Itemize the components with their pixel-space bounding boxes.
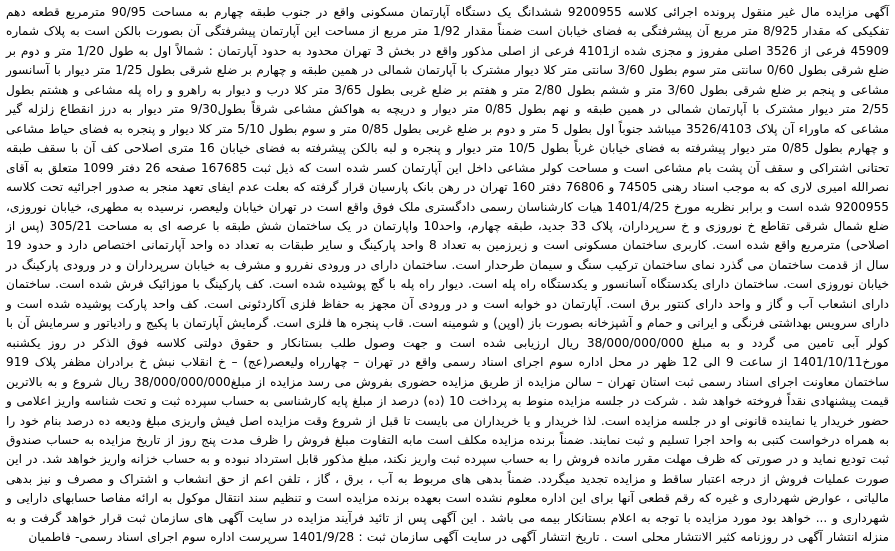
- auction-notice-text: آگهی مزایده مال غیر منقول پرونده اجرائی کلاسه 9200955 ششدانگ یک دستگاه آپارتمان مسکونی واقع در جنوب طبقه چهارم به مساحت 90/95 مترمربع قطعه دهم تفکیکی که مقدار 8/925 متر مربع آن پیشرفتگی به فضای خیابان است ضمناً مقدار 1/92 متر مربع از مساحت این آپارتمان پیشرفتگی آن بصورت بالکن است به پلاک شماره 45909 فرعی از 3526 اصلی مفروز و مجزی شده از4101 فرعی از اصلی مذکور واقع در بخش 3 تهران محدود به حدود آپارتمان : شمالاً اول به طول 1/20 متر و دوم بر ضلع شرقی بطول 0/60 سانتی متر سوم بطول 3/60 سانتی متر کلا دیوار مشترک با آپارتمان شمالی در همین طبقه و چهارم بر ضلع شرقی بطول 1/25 متر دیوار با آسانسور مشاعی و پنجم بر ضلع شرقی بطول 3/60 متر و ششم بطول 2/80 متر و هفتم بر ضلع غربی بطول 3/65 متر کلا درب و دیوار به راهرو و راه پله مشاعی و هشتم بطول 2/55 متر دیوار مشترک با آپارتمان شمالی در همین طبقه و نهم بطول 0/85 متر دیوار و دریچه به هواکش مشاعی شرقاً بطول9/30 متر دیوار به درز انقطاع زلزله گیر مشاعی که ماوراء آن پلاک 3526/4103 میباشد جنوباً اول بطول 5 متر و دوم بر ضلع غربی بطول 0/85 متر و سوم بطول 5/10 متر کلا دیوار و پنجره به فضای حیاط مشاعی و چهارم بطول 0/85 متر دیوار پیشرفته به فضای خیابان غرباً بطول 10/5 متر دیوار و پنجره و لبه بالکن پیشرفته به فضای خیابان 16 متری اصلاحی کف آن با سقف طبقه تحتانی اشتراکی و سقف آن پشت بام مشاعی است و مساحت کولر مشاعی داخل این آپارتمان کسر شده است که ذیل ثبت 167685 صفحه 26 دفتر 1099 متعلق به آقای نصرالله امیری لاری که به موجب اسناد رهنی 74505 و 76806 دفتر 160 تهران در رهن بانک پارسیان قرار گرفته که بعلت عدم ایفای تعهد منجر به صدور اجرائیه تحت کلاسه 9200955 شده است و برابر نظریه مورخ 1401/4/25 هیات کارشناسان رسمی دادگستری ملک فوق واقع است در تهران خیابان ولیعصر، نرسیده به مطهری، خیابان نوروزی، ضلع شمال شرقی تقاطع خ نوروزی و خ سرپرداران، پلاک 33 جدید، طبقه چهارم، واحد10 واپارتمان در یک ساختمان شش طبقه با عرصه ای به مساحت 305/21 (پس از اصلاحی) مترمربع واقع شده است. کاربری ساختمان مسکونی است و زیرزمین به تعداد 8 واحد پارکینگ و سایر طبقات به تعداد ده واحد آپارتمانی اختصاص دارد و حدود 19 سال از قدمت ساختمان می گذرد نمای ساختمان ترکیب سنگ و سیمان طرحدار است. ساختمان دارای در ورودی نفررو و مشرف به خیابان سرپرداران و در ورودی پارکینگ در خیابان نوروزی است. ساختمان دارای یکدستگاه آسانسور و یکدستگاه راه پله است. دیوار راه پله با گچ پوشیده شده است. کف پارکینگ با موزائیک فرش شده است. ساختمان دارای انشعاب آب و گاز و واحد دارای کنتور برق است. آپارتمان دو خوابه است و در ورودی آن مجهز به حفاظ فلزی آکاردئونی است. کف واحد پارکت پوشیده شده است و دارای سرویس بهداشتی فرنگی و ایرانی و حمام و آشپزخانه بصورت باز (اوپن) و شومینه است. قاب پنجره ها فلزی است. گرمایش آپارتمان با پکیج و رادیاتور و سرمایش آن با کولر آبی تامین می گردد و به مبلغ 38/000/000/000 ریال ارزیابی شده است و جهت وصول طلب بستانکار و حقوق دولتی کلاسه فوق الذکر در روز یکشنبه مورخ1401/10/11 از ساعت 9 الی 12 ظهر در محل اداره سوم اجرای اسناد رسمی واقع در تهران – چهارراه ولیعصر(عج) – خ انقلاب نبش خ برادران مظفر پلاک 919 ساختمان معاونت اجرای اسناد رسمی ثبت استان تهران – سالن مزایده از طریق مزایده حضوری بفروش می رسد مزایده از مبلغ38/000/000/000 ریال شروع و به بالاترین قیمت پیشنهادی نقداً فروخته خواهد شد . شرکت در جلسه مزایده منوط به پرداخت 10 (ده) درصد از مبلغ پایه کارشناسی به حساب سپرده ثبت و تحت شناسه واریز اعلامی و حضور خریدار یا نماینده قانونی او در جلسه مزایده است. لذا خریدار و یا خریداران می بایست تا قبل از شروع وقت مزایده اصل فیش واریزی مبلغ ودیعه ده درصد بنام خود را به همراه درخواست کتبی به واحد اجرا تسلیم و ثبت نمایند. ضمناً برنده مزایده مکلف است مابه التفاوت مبلغ فروش را ظرف مدت پنج روز از تاریخ مزایده به حساب صندوق ثبت تودیع نماید و در صورتی که ظرف مهلت مقرر مانده فروش را به حساب سپرده ثبت واریز نکند، مبلغ مذکور قابل استرداد نبوده و به حساب خزانه واریز خواهد شد. در این صورت عملیات فروش از درجه اعتبار ساقط و مزایده تجدید میگردد. ضمناً بدهی های مربوط به آب ، برق ، گاز ، تلفن اعم از حق انشعاب و اشتراک و مصرف و نیز بدهی مالیاتی ، عوارض شهرداری و غیره که رقم قطعی آنها برای این اداره معلوم نشده است بعهده برنده مزایده است و تنظیم سند انتقال موکول به ارائه مفاصا حسابهای دارایی و شهرداری و ... خواهد بود مورد مزایده با توجه به اعلام بستانکار بیمه می باشد . این آگهی پس از تائید فرآیند مزایده در سایت آگهی های سازمان ثبت قرار خواهد گرفت و به منزله انتشار آگهی در روزنامه کثیر الانتشار محلی است . تاریخ انتشار آگهی در سایت آگهی سازمان ثبت : 1401/9/28 سرپرست اداره سوم اجرای اسناد رسمی- فاطمیان: [6, 5, 890, 545]
